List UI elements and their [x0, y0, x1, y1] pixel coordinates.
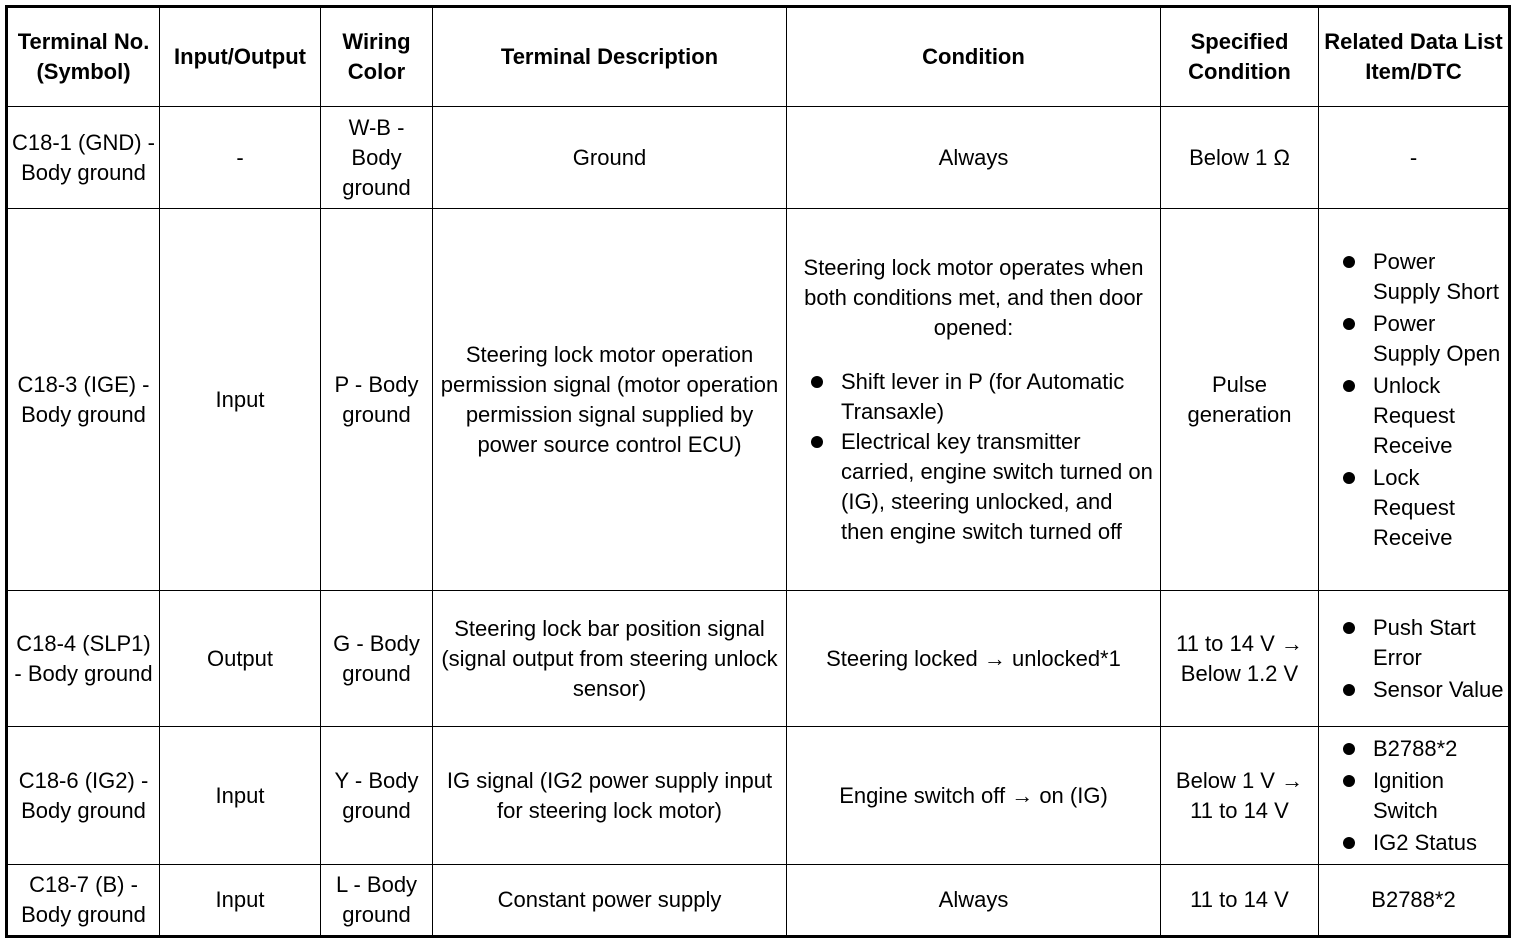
list-item: Power Supply Open [1323, 309, 1504, 369]
cell-input-output: Output [160, 591, 321, 727]
cell-wiring-color: G - Body ground [321, 591, 433, 727]
cell-related [1319, 209, 1510, 591]
cell-condition: Always [787, 107, 1161, 209]
cell-wiring-color: Y - Body ground [321, 727, 433, 865]
header-related-data: Related Data List Item/DTC [1319, 7, 1510, 107]
condition-intro: Steering lock motor operates when both conditions met, and then door opened: [803, 254, 1144, 340]
table-header [7, 7, 1510, 107]
cell-description: Constant power supply [433, 865, 787, 937]
list-item: IG2 Status [1323, 828, 1504, 858]
list-item: Sensor Value [1323, 675, 1504, 705]
cell-specified: Below 1 Ω [1161, 107, 1319, 209]
cell-specified: 11 to 14 V [1161, 865, 1319, 937]
cell-wiring-color: P - Body ground [321, 209, 433, 591]
table-row [7, 591, 1510, 727]
list-item: Unlock Request Receive [1323, 371, 1504, 461]
cell-wiring-color: L - Body ground [321, 865, 433, 937]
cell-specified: Pulse generation [1161, 209, 1319, 591]
cell-terminal: C18-6 (IG2) - Body ground [7, 727, 160, 865]
cell-related: B2788*2 [1319, 865, 1510, 937]
cell-input-output: Input [160, 727, 321, 865]
cell-terminal: C18-4 (SLP1) - Body ground [7, 591, 160, 727]
table-row [7, 865, 1510, 937]
cell-description: Steering lock bar position signal (signal output from steering unlock sensor) [433, 591, 787, 727]
terminal-spec-table [5, 5, 1511, 938]
cell-condition: Always [787, 865, 1161, 937]
list-item: Power Supply Short [1323, 247, 1504, 307]
table-row [7, 107, 1510, 209]
related-list [1323, 734, 1504, 858]
header-condition: Condition [787, 7, 1161, 107]
list-item: Ignition Switch [1323, 766, 1504, 826]
cell-wiring-color: W-B - Body ground [321, 107, 433, 209]
list-item: Electrical key transmitter carried, engine switch turned on (IG), steering unlocked, and then engine switch turned off [791, 427, 1156, 547]
header-wiring-color: Wiring Color [321, 7, 433, 107]
cell-input-output: Input [160, 865, 321, 937]
table-row [7, 727, 1510, 865]
related-list [1323, 247, 1504, 553]
cell-related [1319, 727, 1510, 865]
cell-description: Ground [433, 107, 787, 209]
cell-condition: Engine switch off → on (IG) [787, 727, 1161, 865]
cell-terminal: C18-1 (GND) - Body ground [7, 107, 160, 209]
cell-terminal: C18-7 (B) - Body ground [7, 865, 160, 937]
list-item: Lock Request Receive [1323, 463, 1504, 553]
condition-list [791, 367, 1156, 547]
list-item: Shift lever in P (for Automatic Transaxle) [791, 367, 1156, 427]
cell-related: - [1319, 107, 1510, 209]
header-terminal-description: Terminal Description [433, 7, 787, 107]
list-item: B2788*2 [1323, 734, 1504, 764]
table-row [7, 209, 1510, 591]
cell-input-output: - [160, 107, 321, 209]
cell-description: Steering lock motor operation permission signal (motor operation permission signal supplied by power source control ECU) [433, 209, 787, 591]
cell-specified: Below 1 V → 11 to 14 V [1161, 727, 1319, 865]
cell-related [1319, 591, 1510, 727]
header-specified-condition: Specified Condition [1161, 7, 1319, 107]
cell-terminal: C18-3 (IGE) - Body ground [7, 209, 160, 591]
cell-specified: 11 to 14 V → Below 1.2 V [1161, 591, 1319, 727]
cell-input-output: Input [160, 209, 321, 591]
cell-condition [787, 209, 1161, 591]
header-input-output: Input/Output [160, 7, 321, 107]
cell-description: IG signal (IG2 power supply input for steering lock motor) [433, 727, 787, 865]
header-terminal: Terminal No. (Symbol) [7, 7, 160, 107]
related-list [1323, 613, 1504, 705]
list-item: Push Start Error [1323, 613, 1504, 673]
cell-condition: Steering locked → unlocked*1 [787, 591, 1161, 727]
